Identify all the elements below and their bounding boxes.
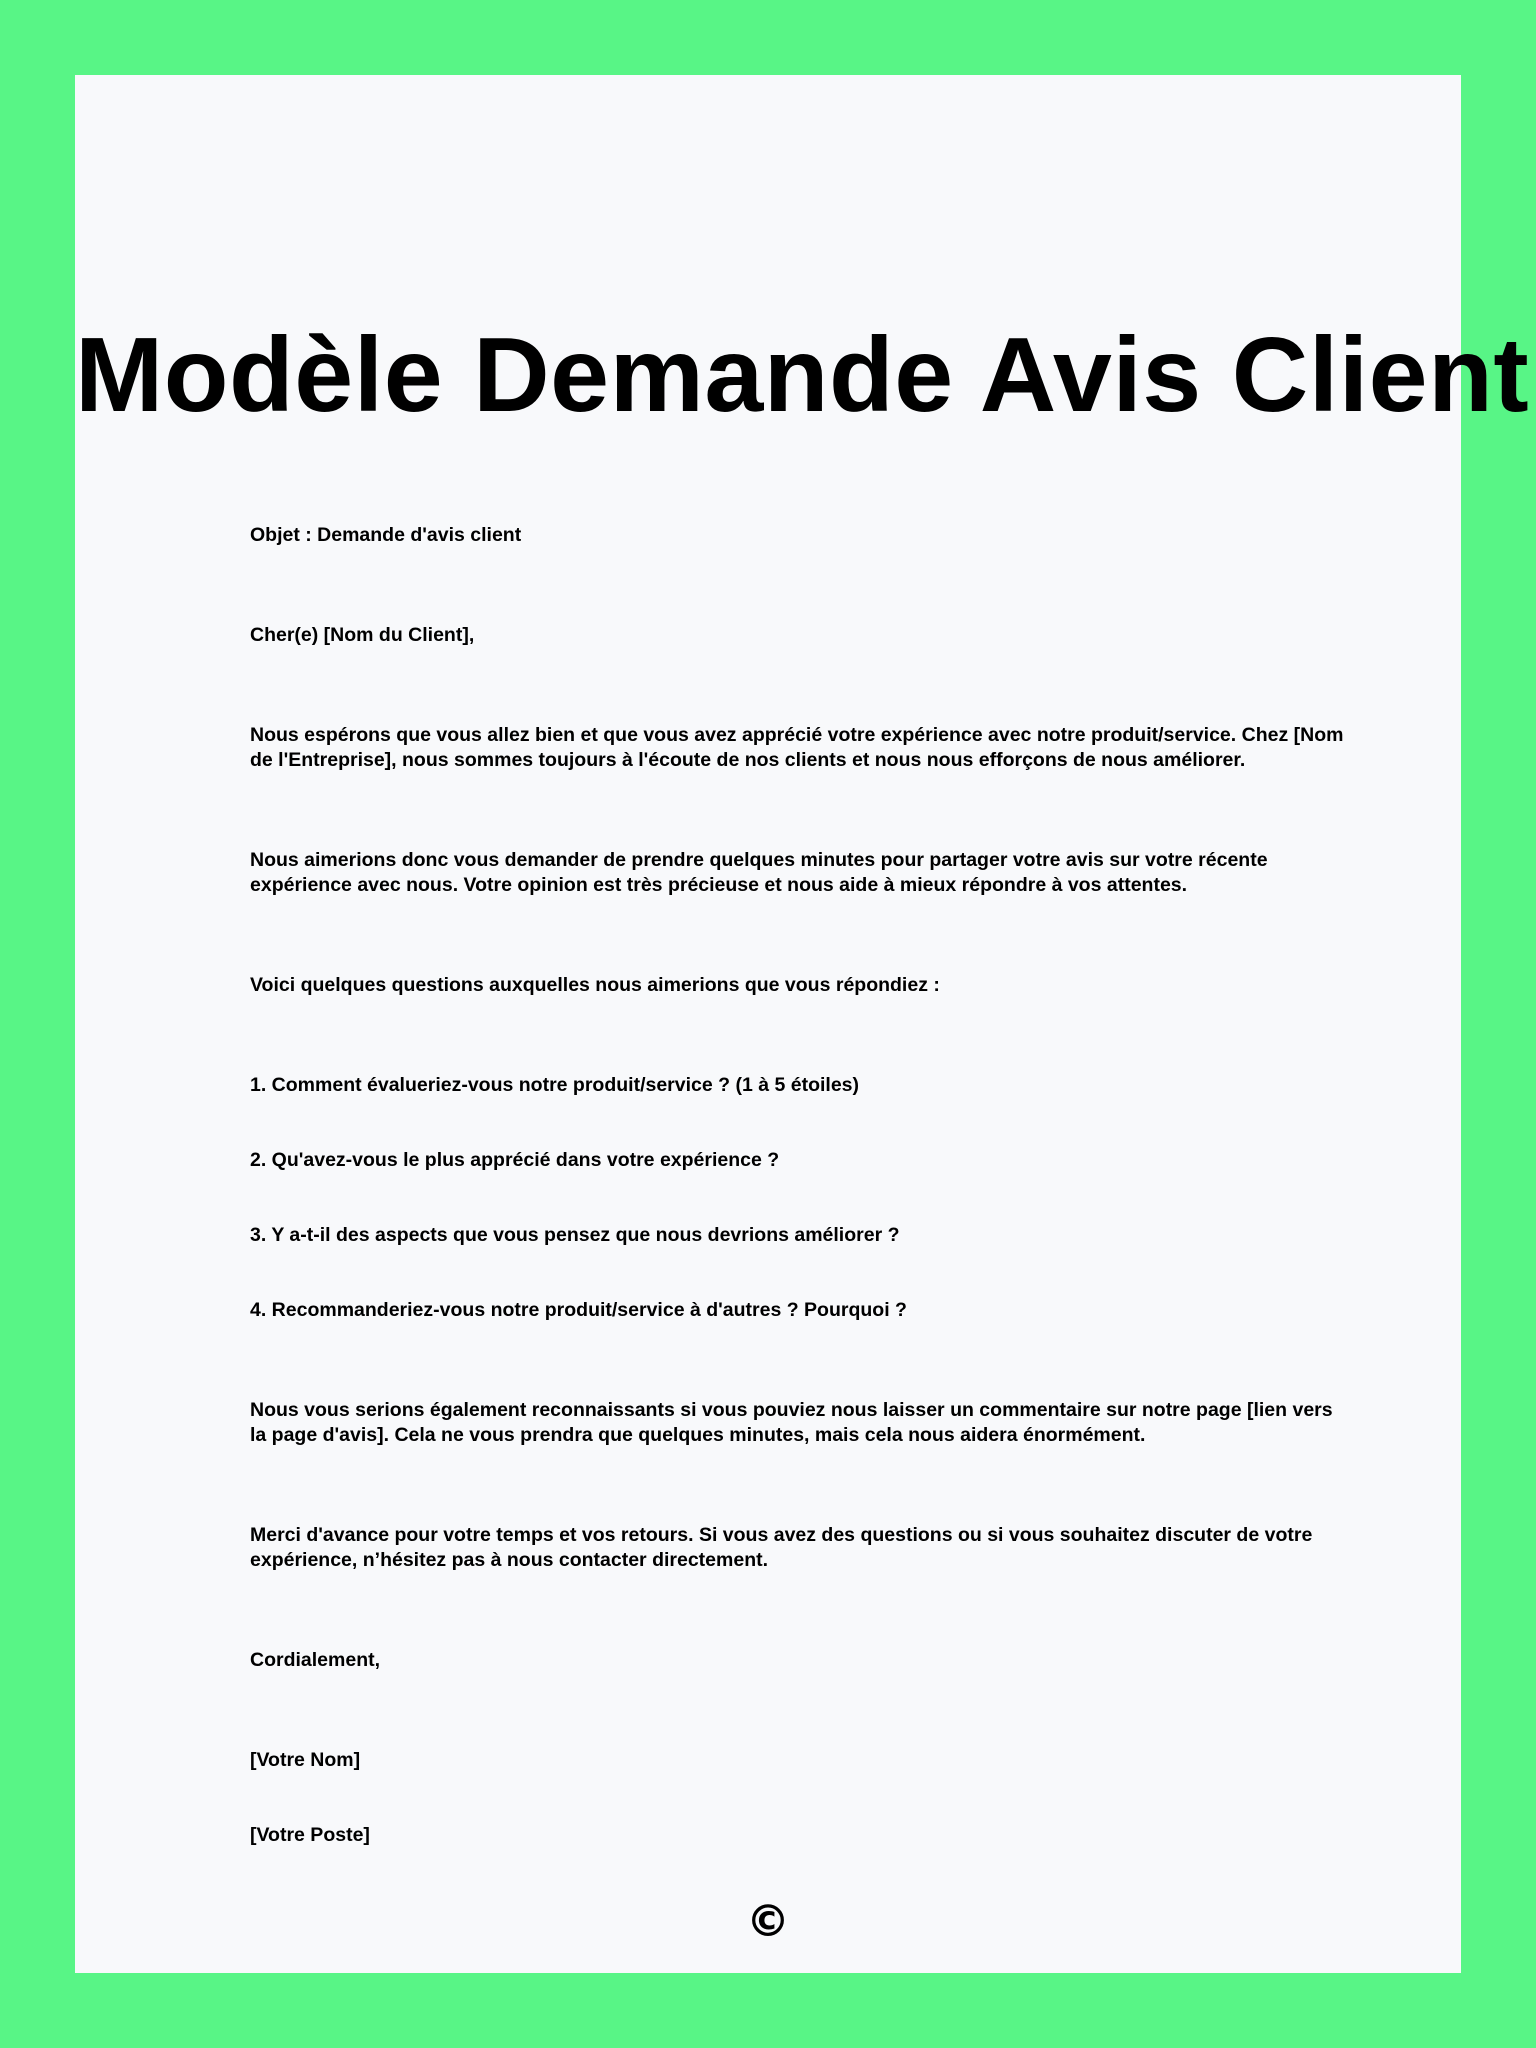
letter-body <box>250 523 1350 1848</box>
document-title: Modèle Demande Avis Client <box>75 316 1530 434</box>
question-item: 1. Comment évalueriez-vous notre produit/service ? (1 à 5 étoiles) <box>250 1074 860 1096</box>
signature-position: [Votre Poste] <box>250 1824 370 1846</box>
paragraph-thanks: Merci d'avance pour votre temps et vos retours. Si vous avez des questions ou si vous souhaitez discuter de votre expérience, n’hésitez pas à nous contacter directement. <box>250 1524 1313 1571</box>
question-item: 2. Qu'avez-vous le plus apprécié dans votre expérience ? <box>250 1149 780 1171</box>
subject-line: Objet : Demande d'avis client <box>250 524 522 546</box>
document-page <box>75 75 1530 1973</box>
greeting: Cher(e) [Nom du Client], <box>250 624 475 646</box>
closing: Cordialement, <box>250 1649 381 1671</box>
questions-intro: Voici quelques questions auxquelles nous aimerions que vous répondiez : <box>250 974 940 996</box>
signature-name: [Votre Nom] <box>250 1749 361 1771</box>
question-item: 4. Recommanderiez-vous notre produit/service à d'autres ? Pourquoi ? <box>250 1299 907 1321</box>
question-item: 3. Y a-t-il des aspects que vous pensez que nous devrions améliorer ? <box>250 1224 900 1246</box>
paragraph-request: Nous aimerions donc vous demander de prendre quelques minutes pour partager votre avis sur votre récente expérience avec nous. Votre opinion est très précieuse et nous aide à mieux répondre à vos attentes. <box>250 849 1268 896</box>
paragraph-intro: Nous espérons que vous allez bien et que vous avez apprécié votre expérience avec notre produit/service. Chez [Nom de l'Entreprise], nous sommes toujours à l'écoute de nos clients et nous nous efforçons de nous améliorer. <box>250 724 1344 771</box>
paragraph-review-link: Nous vous serions également reconnaissants si vous pouviez nous laisser un commentaire sur notre page [lien vers la page d'avis]. Cela ne vous prendra que quelques minutes, mais cela nous aidera énormément. <box>250 1399 1333 1446</box>
copyright-icon: © <box>746 1896 790 1947</box>
